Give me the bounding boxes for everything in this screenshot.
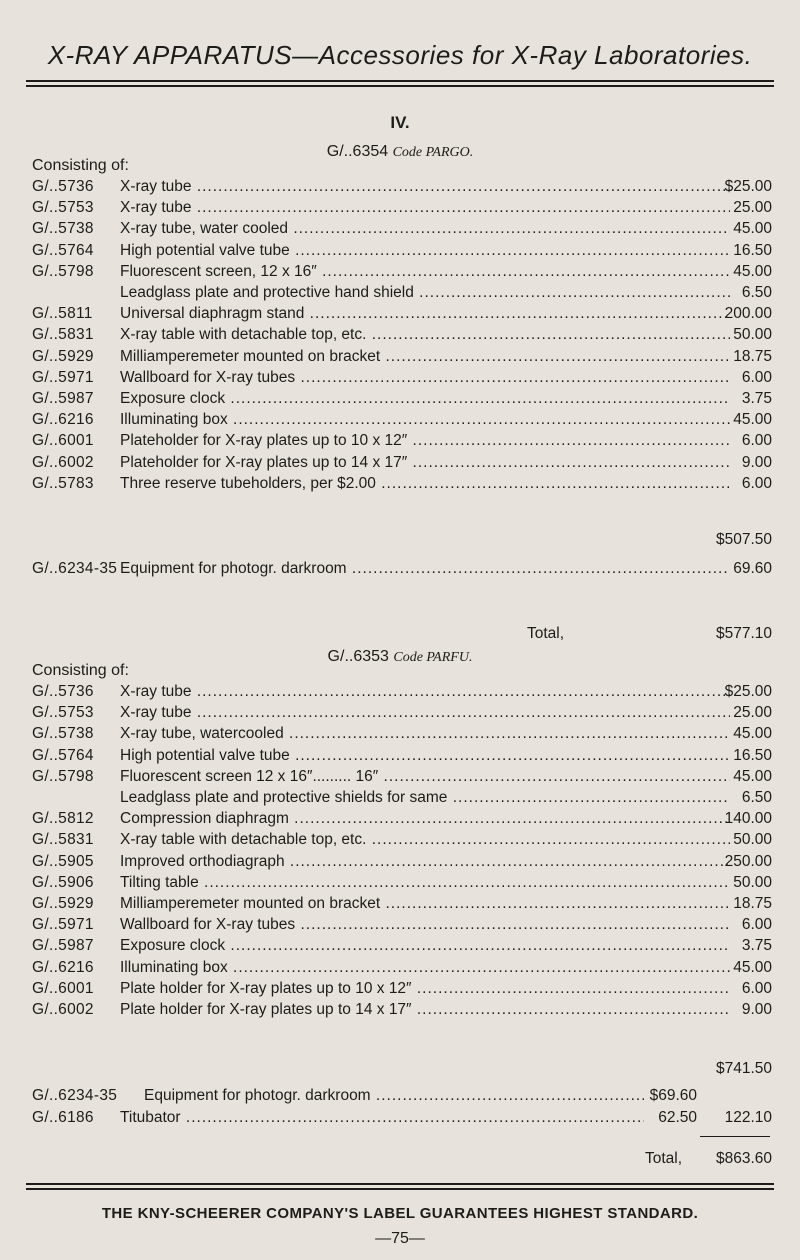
item-price: $25.00 [724,683,772,700]
item-catalog-number: G/..6216 [32,411,94,429]
item-price: 122.10 [724,1109,772,1126]
item-catalog-number: G/..6234-35 [32,560,118,577]
item-description: Equipment for photogr. darkroom ..... [144,1084,644,1108]
item-description: Milliamperemeter mounted on bracket ..... [120,345,730,369]
item-price: 140.00 [724,810,772,828]
item-description: High potential valve tube ..... [120,239,730,263]
page-number: —75— [375,1230,425,1247]
item-description: High potential valve tube ..... [120,744,730,768]
outfit-1-consisting-label: Consisting of: [32,157,129,174]
item-description: Wallboard for X-ray tubes ..... [120,366,730,390]
item-description: X-ray tube, water cooled ..... [120,217,730,241]
item-price: 9.00 [741,453,772,471]
item-catalog-number: G/..5738 [32,725,94,743]
item-price: 6.00 [741,368,772,386]
item-catalog-number: G/..5764 [32,241,94,259]
item-catalog-number: G/..5753 [32,199,94,217]
outfit-1-code-word: Code PARGO. [392,145,474,160]
item-description: Plate holder for X-ray plates up to 14 x 17″ ..... [120,998,730,1022]
item-description: Leadglass plate and protective shields for same ..... [120,786,730,810]
item-description: X-ray tube ..... [120,196,730,220]
item-description: X-ray table with detachable top, etc. ..... [120,828,730,852]
item-catalog-number: G/..5905 [32,852,94,870]
item-catalog-number: G/..6234-35 [32,1087,118,1104]
item-description: Plateholder for X-ray plates up to 14 x 17″ ..... [120,451,730,475]
item-price: 3.75 [741,390,772,407]
item-price: 9.00 [741,1001,772,1018]
outfit-1-total-label: Total, [527,625,565,642]
item-price: 45.00 [733,767,772,785]
header-rule-double [26,85,774,87]
outfit-2-total: $863.60 [715,1150,772,1167]
item-description: X-ray tube, watercooled ..... [120,722,730,746]
item-catalog-number: G/..5987 [32,937,94,955]
item-price: 6.00 [741,474,772,492]
item-catalog-number: G/..5736 [32,683,94,700]
item-price: 6.50 [741,789,772,806]
outfit-2-code-number: G/..6353 [327,648,389,665]
outfit-1-code-number: G/..6354 [326,143,389,160]
item-price: 45.00 [733,958,772,976]
item-catalog-number: G/..5971 [32,368,94,386]
item-price: 45.00 [733,411,772,429]
footer-rule [26,1183,774,1185]
outfit-2-code-word: Code PARFU. [393,650,473,665]
item-price: 25.00 [733,704,772,722]
item-catalog-number: G/..5798 [32,767,94,785]
item-price: 6.00 [741,432,772,450]
outfit-1-subtotal: $507.50 [715,531,772,548]
item-catalog-number: G/..5764 [32,746,94,764]
item-description: X-ray tube ..... [120,701,730,725]
item-catalog-number: G/..5811 [32,305,93,323]
item-catalog-number: G/..6001 [32,432,94,450]
outfit-2-consisting-label: Consisting of: [32,662,129,679]
item-price: 18.75 [733,895,772,912]
item-catalog-number: G/..6002 [32,1001,94,1018]
item-description: X-ray tube ..... [120,175,730,199]
item-price: 50.00 [733,873,772,891]
item-sub-price: 62.50 [658,1109,697,1126]
item-catalog-number: G/..5929 [32,895,94,912]
item-price: 16.50 [733,746,772,764]
item-description: Fluorescent screen 12 x 16″......... 16″ ..... [120,765,730,789]
item-description: Compression diaphragm ..... [120,807,730,831]
item-catalog-number: G/..6186 [32,1109,94,1126]
item-catalog-number: G/..6216 [32,958,94,976]
item-price: 200.00 [724,305,772,323]
item-sub-price: $69.60 [649,1087,697,1104]
item-description: Illuminating box ..... [120,408,730,432]
outfit-2-total-label: Total, [645,1150,683,1167]
item-catalog-number: G/..5736 [32,178,94,195]
item-catalog-number: G/..6001 [32,979,94,997]
item-catalog-number: G/..5798 [32,262,94,280]
item-price: 45.00 [733,725,772,743]
extra-item-row [32,1106,772,1130]
guarantee-statement: THE KNY-SCHEERER COMPANY'S LABEL GUARANTEES HIGHEST STANDARD. [101,1205,699,1222]
item-catalog-number: G/..5987 [32,390,94,407]
item-price: 45.00 [733,262,772,280]
item-description: Fluorescent screen, 12 x 16″ ..... [120,260,730,284]
item-description: X-ray tube ..... [120,680,730,704]
item-catalog-number: G/..5831 [32,326,94,344]
item-row [32,557,772,581]
item-price: 18.75 [733,347,772,365]
item-price: 6.50 [741,284,772,301]
item-catalog-number: G/..5738 [32,220,94,238]
outfit-2-subtotal: $741.50 [715,1060,772,1077]
item-description: Improved orthodiagraph ..... [120,850,730,874]
item-row [32,998,772,1022]
item-catalog-number: G/..5906 [32,873,94,891]
item-catalog-number: G/..5831 [32,831,94,849]
item-price: 50.00 [733,831,772,849]
item-description: Wallboard for X-ray tubes ..... [120,913,730,937]
page-header-title: X-RAY APPARATUS—Accessories for X-Ray Laboratories. [47,40,753,70]
item-price: 250.00 [724,852,772,870]
item-price: 6.00 [741,916,772,934]
item-price: 69.60 [733,560,772,577]
item-catalog-number: G/..5812 [32,810,94,828]
item-description: Equipment for photogr. darkroom ..... [120,557,730,581]
item-description: Exposure clock ..... [120,387,730,411]
item-catalog-number: G/..5929 [32,347,94,365]
item-price: 45.00 [733,220,772,238]
item-description: Illuminating box ..... [120,956,730,980]
outfit-1-total: $577.10 [715,625,772,642]
item-price: 25.00 [733,199,772,217]
item-description: X-ray table with detachable top, etc. ..... [120,323,730,347]
item-description: Exposure clock ..... [120,934,730,958]
item-description: Universal diaphragm stand ..... [120,302,730,326]
footer-rule-double [26,1188,774,1190]
item-description: Plate holder for X-ray plates up to 10 x 12″ ..... [120,977,730,1001]
item-price: $25.00 [724,178,772,195]
item-catalog-number: G/..5783 [32,474,94,492]
item-catalog-number: G/..5971 [32,916,94,934]
outfit-2-sum-rule [700,1136,770,1137]
item-description: Three reserve tubeholders, per $2.00 ..... [120,472,730,496]
item-catalog-number: G/..5753 [32,704,94,722]
section-number: IV. [390,113,410,132]
item-price: 6.00 [741,979,772,997]
item-price: 16.50 [733,241,772,259]
item-catalog-number: G/..6002 [32,453,94,471]
item-price: 50.00 [733,326,772,344]
item-description: Tilting table ..... [120,871,730,895]
extra-item-row [32,1084,772,1108]
item-description: Milliamperemeter mounted on bracket ..... [120,892,730,916]
header-rule [26,80,774,82]
item-price: 3.75 [741,937,772,955]
item-description: Titubator ..... [120,1106,644,1130]
item-description: Leadglass plate and protective hand shield ..... [120,281,730,305]
item-row [32,472,772,496]
item-description: Plateholder for X-ray plates up to 10 x 12″ ..... [120,429,730,453]
